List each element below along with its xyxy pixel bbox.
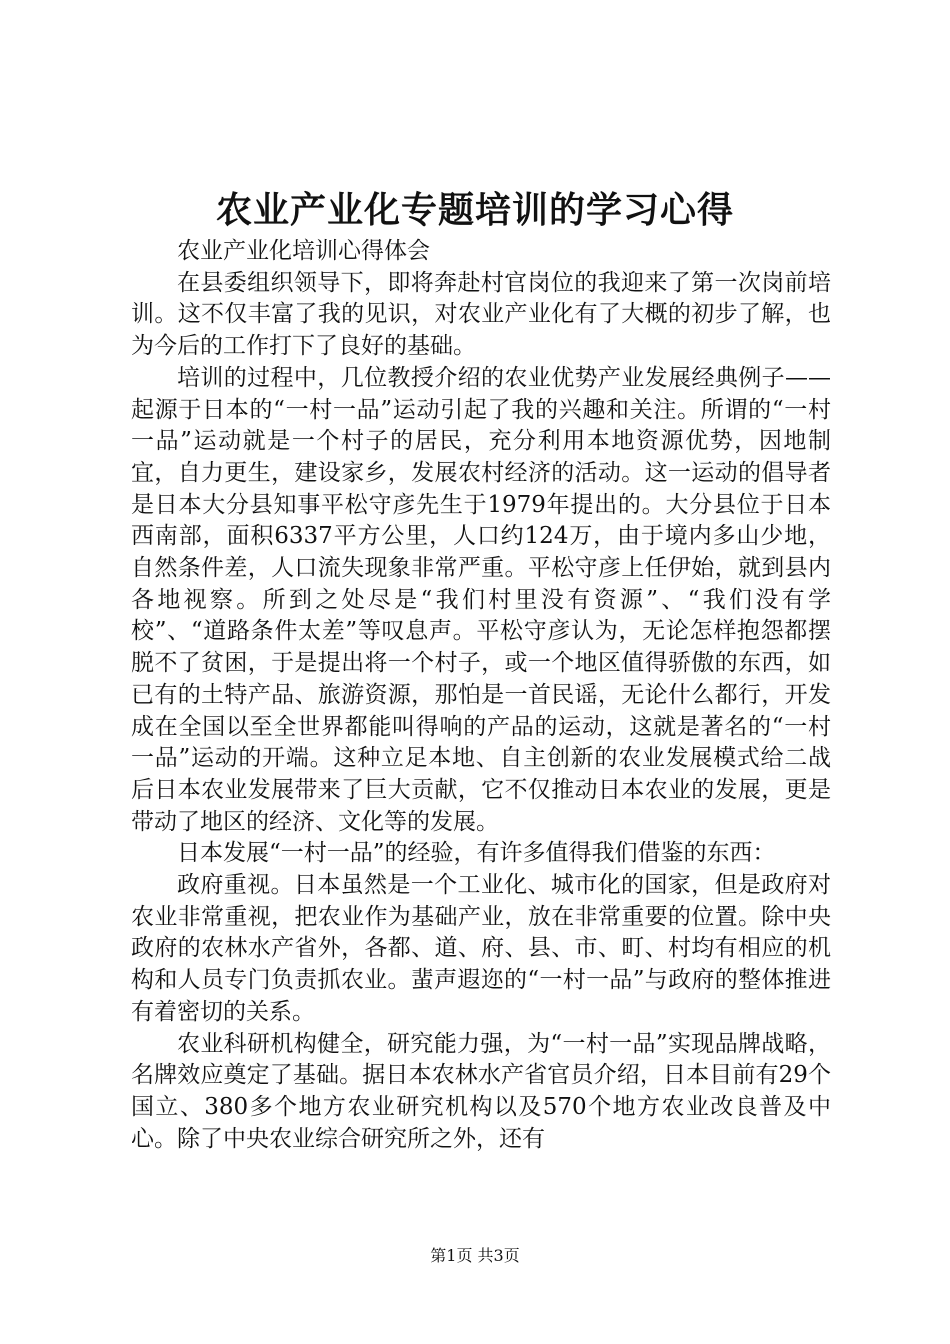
paragraph: 政府重视。日本虽然是一个工业化、城市化的国家，但是政府对农业非常重视，把农业作为基础产业，放在非常重要的位置。除中央政府的农林水产省外，各都、道、府、县、市、町、村均有相应的机构和人员专门负责抓农业。蜚声遐迩的“一村一品”与政府的整体推进有着密切的关系。 bbox=[131, 872, 831, 1025]
paragraph: 日本发展“一村一品”的经验，有许多值得我们借鉴的东西： bbox=[177, 840, 776, 867]
page-footer: 第1页 共3页 bbox=[430, 1246, 520, 1265]
document-body bbox=[131, 236, 831, 1155]
paragraph: 培训的过程中，几位教授介绍的农业优势产业发展经典例子——起源于日本的“一村一品”运动引起了我的兴趣和关注。所谓的“一村一品”运动就是一个村子的居民，充分利用本地资源优势，因地制宜，自力更生，建设家乡，发展农村经济的活动。这一运动的倡导者是日本大分县知事平松守彦先生于1979年提出的。大分县位于日本西南部，面积6337平方公里，人口约124万，由于境内多山少地，自然条件差，人口流失现象非常严重。平松守彦上任伊始，就到县内各地视察。所到之处尽是“我们村里没有资源”、“我们没有学校”、“道路条件太差”等叹息声。平松守彦认为，无论怎样抱怨都摆脱不了贫困，于是提出将一个村子，或一个地区值得骄傲的东西，如已有的土特产品、旅游资源，那怕是一首民谣，无论什么都行，开发成在全国以至全世界都能叫得响的产品的运动，这就是著名的“一村一品”运动的开端。这种立足本地、自主创新的农业发展模式给二战后日本农业发展带来了巨大贡献，它不仅推动日本农业的发展，更是带动了地区的经济、文化等的发展。 bbox=[131, 364, 831, 835]
paragraph: 农业科研机构健全，研究能力强，为“一村一品”实现品牌战略，名牌效应奠定了基础。据日本农林水产省官员介绍，日本目前有29个国立、380多个地方农业研究机构以及570个地方农业改良普及中心。除了中央农业综合研究所之外，还有 bbox=[131, 1030, 831, 1152]
document-title: 农业产业化专题培训的学习心得 bbox=[215, 189, 734, 231]
paragraph-subtitle: 农业产业化培训心得体会 bbox=[177, 238, 430, 264]
paragraph: 在县委组织领导下，即将奔赴村官岗位的我迎来了第一次岗前培训。这不仅丰富了我的见识，对农业产业化有了大概的初步了解，也为今后的工作打下了良好的基础。 bbox=[131, 269, 831, 360]
